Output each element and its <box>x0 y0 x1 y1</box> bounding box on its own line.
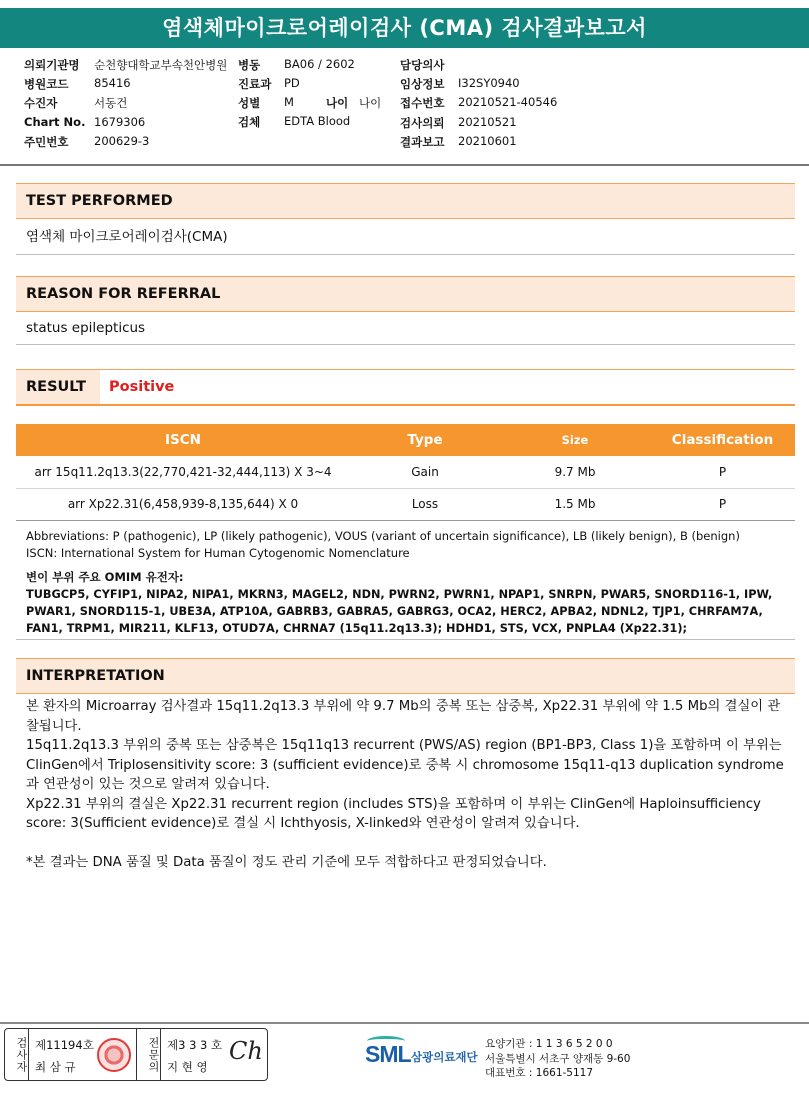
hospital-code-label: 병원코드 <box>24 77 69 91</box>
test-performed-heading: TEST PERFORMED <box>16 183 795 219</box>
type-cell: Gain <box>350 456 500 488</box>
doctor-label: 담당의사 <box>400 58 445 72</box>
patient-value: 서동건 <box>94 96 128 110</box>
org-code: 요양기관 : 1 1 3 6 5 2 0 0 <box>485 1038 613 1050</box>
sex-label: 성별 <box>238 96 261 110</box>
iscn-cell: arr Xp22.31(6,458,939-8,135,644) X 0 <box>16 488 350 520</box>
dept-value: PD <box>284 76 300 90</box>
specialist-name: 지 현 영 <box>167 1060 208 1074</box>
abbreviations-line2: ISCN: International System for Human Cytogenomic Nomenclature <box>26 546 410 560</box>
referral-value: status epilepticus <box>16 312 795 345</box>
report-date-label: 결과보고 <box>400 135 445 149</box>
quality-note: *본 결과는 DNA 품질 및 Data 품질이 정도 관리 기준에 모두 적합하다고 판정되었습니다. <box>26 854 547 870</box>
inspector-name: 최 삼 규 <box>35 1060 76 1074</box>
age-value: 나이 <box>359 96 382 110</box>
ward-label: 병동 <box>238 58 261 72</box>
sml-logo <box>365 1036 485 1078</box>
seal-stamp-icon <box>97 1038 131 1072</box>
hospital-code-value: 85416 <box>94 76 131 90</box>
specimen-value: EDTA Blood <box>284 114 351 128</box>
clinical-value: I32SY0940 <box>458 76 520 90</box>
interpretation-body <box>26 697 786 872</box>
report-title: 염색체마이크로어레이검사 (CMA) 검사결과보고서 <box>0 8 809 48</box>
type-header: Type <box>350 424 500 456</box>
patient-label: 수진자 <box>24 96 58 110</box>
iscn-cell: arr 15q11.2q13.3(22,770,421-32,444,113) X 3~4 <box>16 456 350 488</box>
size-header: Size <box>500 424 650 456</box>
signature-divider <box>160 1029 161 1080</box>
interpretation-paragraph: Xp22.31 부위의 결실은 Xp22.31 recurrent region (includes STS)을 포함하며 이 부위는 ClinGen에 Haploinsufficiency score: 3(Sufficient evidence)로 결실 시 Ichthyosis, X-linked와 연관성이 알려져 있습니다. <box>26 796 761 831</box>
interpretation-heading: INTERPRETATION <box>16 658 795 694</box>
signature-divider <box>28 1029 29 1080</box>
cnv-table <box>16 424 795 521</box>
type-cell: Loss <box>350 488 500 520</box>
header-divider <box>0 164 809 166</box>
size-cell: 1.5 Mb <box>500 488 650 520</box>
id-value: 200629-3 <box>94 134 150 148</box>
request-date-value: 20210521 <box>458 115 517 129</box>
signature: Ch <box>229 1037 263 1065</box>
patient-header <box>0 55 809 163</box>
receipt-label: 접수번호 <box>400 96 445 110</box>
inspector-license: 제11194호 <box>35 1038 94 1052</box>
specialist-label: 전문의 <box>147 1037 160 1073</box>
chart-label: Chart No. <box>24 115 86 129</box>
table-row <box>16 456 795 488</box>
specialist-license: 제3 3 3 호 <box>167 1038 223 1052</box>
chart-value: 1679306 <box>94 115 146 129</box>
age-label: 나이 <box>326 96 349 110</box>
table-header-row <box>16 424 795 456</box>
signature-divider <box>136 1029 137 1080</box>
classification-cell: P <box>650 488 795 520</box>
logo-text: SML <box>365 1041 411 1067</box>
omim-genes-list: TUBGCP5, CYFIP1, NIPA2, NIPA1, MKRN3, MAGEL2, NDN, PWRN2, PWRN1, NPAP1, SNRPN, PWAR5, SNORD116-1, IPW, PWAR1, SNORD115-1, UBE3A, ATP10A, GABRB3, GABRA5, GABRG3, OCA2, HERC2, APBA2, NDNL2, TJP1, CHRFAM7A, FAN1, TRPM1, MIR211, KLF13, OTUD7A, CHRNA7 (15q11.2q13.3); HDHD1, STS, VCX, PNPLA4 (Xp22.31); <box>26 588 773 635</box>
requester-value: 순천향대학교부속천안병원 <box>94 58 228 72</box>
org-address: 서울특별시 서초구 양재동 9-60 <box>485 1052 631 1065</box>
report-date-value: 20210601 <box>458 134 517 148</box>
signature-box <box>4 1028 268 1081</box>
referral-heading: REASON FOR REFERRAL <box>16 276 795 312</box>
specimen-label: 검체 <box>238 115 261 129</box>
result-heading: RESULT <box>16 370 100 404</box>
table-row <box>16 488 795 520</box>
dept-label: 진료과 <box>238 77 272 91</box>
interpretation-paragraph: 15q11.2q13.3 부위의 중복 또는 삼중복은 15q11q13 recurrent (PWS/AS) region (BP1-BP3, Class 1)을 포함하며 이 부위는 ClinGen에서 Triplosensitivity score: 3 (sufficient evidence)로 중복 시 chromosome 15q11-q13 duplication syndrome과 연관성이 있는 것으로 알려져 있습니다. <box>26 738 784 792</box>
iscn-header: ISCN <box>16 424 350 456</box>
result-section <box>16 369 795 406</box>
classification-header: Classification <box>650 424 795 456</box>
abbreviations <box>26 528 740 562</box>
org-phone: 대표번호 : 1661-5117 <box>485 1067 594 1079</box>
clinical-label: 임상정보 <box>400 77 445 91</box>
abbreviations-line1: Abbreviations: P (pathogenic), LP (likely pathogenic), VOUS (variant of uncertain significance), LB (likely benign), B (benign) <box>26 529 740 543</box>
footer-divider <box>0 1022 809 1024</box>
omim-genes-title: 변이 부위 주요 OMIM 유전자: <box>26 570 184 584</box>
result-value: Positive <box>100 370 795 404</box>
inspector-label: 검사자 <box>15 1037 28 1073</box>
sex-value: M <box>284 95 294 109</box>
genes-divider <box>16 639 795 640</box>
interpretation-paragraph: 본 환자의 Microarray 검사결과 15q11.2q13.3 부위에 약 9.7 Mb의 중복 또는 삼중복, Xp22.31 부위에 약 1.5 Mb의 결실이 관찰됩니다. <box>26 699 781 734</box>
ward-value: BA06 / 2602 <box>284 57 355 71</box>
request-date-label: 검사의뢰 <box>400 116 445 130</box>
id-label: 주민번호 <box>24 135 69 149</box>
size-cell: 9.7 Mb <box>500 456 650 488</box>
org-info <box>485 1037 630 1081</box>
org-name: 삼광의료재단 <box>411 1050 478 1064</box>
test-performed-value: 염색체 마이크로어레이검사(CMA) <box>16 219 795 255</box>
requester-label: 의뢰기관명 <box>24 58 80 72</box>
classification-cell: P <box>650 456 795 488</box>
receipt-value: 20210521-40546 <box>458 95 558 109</box>
